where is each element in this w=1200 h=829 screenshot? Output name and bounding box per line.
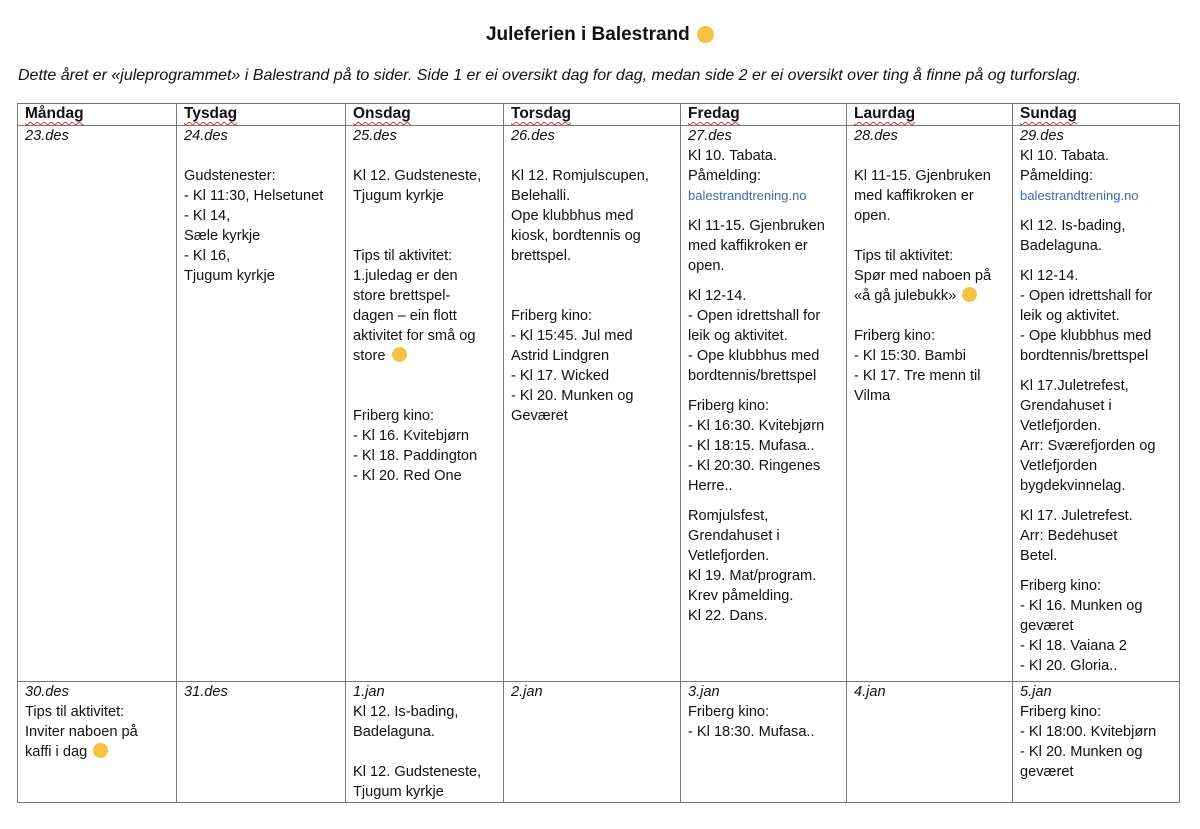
cell-line: Kl 12-14. <box>688 288 747 304</box>
smiling-face-icon <box>962 287 977 302</box>
day-header-thursday: Torsdag <box>504 104 681 126</box>
cell-line: Geværet <box>511 408 568 424</box>
cell-line: - Kl 17. Wicked <box>511 368 610 384</box>
balestrandtrening-link[interactable]: balestrandtrening.no <box>688 188 807 203</box>
cell-line: - Kl 20. Munken og <box>1020 744 1143 760</box>
cell-line: - Kl 16. Kvitebjørn <box>353 428 469 444</box>
cell-date: 28.des <box>854 128 898 144</box>
cell-line: - Kl 11:30, Helsetunet <box>184 188 324 204</box>
cell-date: 29.des <box>1020 128 1064 144</box>
cell-27-des <box>681 126 847 682</box>
smiling-face-icon <box>392 347 407 362</box>
cell-line: Kl 11-15. Gjenbruken <box>854 168 991 184</box>
cell-line: Vilma <box>854 388 891 404</box>
cell-line: bordtennis/brettspel <box>688 368 817 384</box>
cell-line: - Open idrettshall for <box>688 308 821 324</box>
week-row-2 <box>18 682 1180 803</box>
cell-line: open. <box>854 208 891 224</box>
cell-date: 30.des <box>25 684 69 700</box>
cell-line: Kl 12. Is-bading, <box>353 704 459 720</box>
cell-line: Astrid Lindgren <box>511 348 610 364</box>
cell-line: bordtennis/brettspel <box>1020 348 1149 364</box>
cell-line: - Kl 20:30. Ringenes <box>688 458 821 474</box>
cell-25-des <box>346 126 504 682</box>
balestrandtrening-link[interactable]: balestrandtrening.no <box>1020 188 1139 203</box>
cell-line: bygdekvinnelag. <box>1020 478 1126 494</box>
cell-line: Sæle kyrkje <box>184 228 261 244</box>
smiling-face-icon <box>697 26 714 43</box>
cell-date: 23.des <box>25 128 69 144</box>
cell-line-with-emoji <box>854 286 1008 306</box>
cell-line: - Kl 18:30. Mufasa.. <box>688 724 815 740</box>
cell-date: 3.jan <box>688 684 720 700</box>
cell-28-des <box>847 126 1013 682</box>
cell-line: Badelaguna. <box>1020 238 1102 254</box>
cell-line-text: kaffi i dag <box>25 744 88 760</box>
cell-line: dagen – ein flott <box>353 308 457 324</box>
day-header-monday: Måndag <box>18 104 177 126</box>
cell-31-des <box>177 682 346 803</box>
cell-line: - Kl 20. Gloria.. <box>1020 658 1118 674</box>
cell-5-jan <box>1013 682 1180 803</box>
cell-line: Kl 17.Juletrefest, <box>1020 378 1129 394</box>
page-title: Juleferien i Balestrand <box>0 24 1200 46</box>
cell-24-des <box>177 126 346 682</box>
day-header-friday: Fredag <box>681 104 847 126</box>
cell-line: Inviter naboen på <box>25 724 138 740</box>
cell-date: 25.des <box>353 128 397 144</box>
cell-date: 2.jan <box>511 684 543 700</box>
cell-line: Kl 11-15. Gjenbruken <box>688 218 825 234</box>
day-header-tuesday: Tysdag <box>177 104 346 126</box>
cell-line: leik og aktivitet. <box>1020 308 1120 324</box>
cell-line: Vetlefjorden. <box>688 548 770 564</box>
day-header-saturday: Laurdag <box>847 104 1013 126</box>
cell-line: Vetlefjorden <box>1020 458 1098 474</box>
cell-line: Grendahuset i <box>1020 398 1112 414</box>
cell-date: 5.jan <box>1020 684 1052 700</box>
cell-line: Kl 10. Tabata. <box>1020 148 1109 164</box>
cell-line: Friberg kino: <box>1020 578 1102 594</box>
cell-line: Vetlefjorden. <box>1020 418 1102 434</box>
cell-line: - Kl 15:30. Bambi <box>854 348 966 364</box>
cell-3-jan <box>681 682 847 803</box>
cell-line: store brettspel- <box>353 288 451 304</box>
cell-line: 1.juledag er den <box>353 268 458 284</box>
cell-line: - Open idrettshall for <box>1020 288 1153 304</box>
cell-line: Arr: Bedehuset <box>1020 528 1118 544</box>
cell-date: 1.jan <box>353 684 385 700</box>
calendar-table <box>17 103 1180 803</box>
intro-text: Dette året er «juleprogrammet» i Balestrand på to sider. Side 1 er ei oversikt dag for dag, medan side 2 er ei oversikt over ting å finne på og turforslag. <box>18 67 1082 84</box>
cell-line: - Kl 16, <box>184 248 231 264</box>
cell-date: 31.des <box>184 684 228 700</box>
cell-line: - Ope klubbhus med <box>688 348 820 364</box>
cell-line: Kl 17. Juletrefest. <box>1020 508 1133 524</box>
smiling-face-icon <box>93 743 108 758</box>
cell-line: Friberg kino: <box>353 408 435 424</box>
cell-line: geværet <box>1020 618 1074 634</box>
cell-date: 4.jan <box>854 684 886 700</box>
cell-line: Betel. <box>1020 548 1058 564</box>
cell-line: Gudstenester: <box>184 168 276 184</box>
cell-line: Friberg kino: <box>854 328 936 344</box>
cell-line: Kl 12. Gudsteneste, <box>353 764 482 780</box>
day-header-wednesday: Onsdag <box>346 104 504 126</box>
cell-line: Krev påmelding. <box>688 588 794 604</box>
header-row <box>18 104 1180 126</box>
cell-line: Friberg kino: <box>688 704 770 720</box>
cell-line: aktivitet for små og <box>353 328 476 344</box>
cell-line: - Kl 14, <box>184 208 231 224</box>
cell-30-des <box>18 682 177 803</box>
cell-date: 26.des <box>511 128 555 144</box>
cell-line: - Kl 20. Red One <box>353 468 462 484</box>
cell-line: Badelaguna. <box>353 724 435 740</box>
cell-line-text: «å gå julebukk» <box>854 288 957 304</box>
cell-line: - Kl 18:00. Kvitebjørn <box>1020 724 1157 740</box>
cell-line: med kaffikroken er <box>688 238 808 254</box>
cell-line: Friberg kino: <box>688 398 770 414</box>
cell-1-jan <box>346 682 504 803</box>
cell-line: leik og aktivitet. <box>688 328 788 344</box>
cell-date: 27.des <box>688 128 732 144</box>
cell-line: - Kl 15:45. Jul med <box>511 328 633 344</box>
week-row-1 <box>18 126 1180 682</box>
cell-line: - Ope klubbhus med <box>1020 328 1152 344</box>
cell-line: Kl 10. Tabata. <box>688 148 777 164</box>
cell-line: Kl 22. Dans. <box>688 608 768 624</box>
cell-line: - Kl 16. Munken og <box>1020 598 1143 614</box>
cell-29-des <box>1013 126 1180 682</box>
cell-line-with-emoji <box>25 742 172 762</box>
cell-line: Kl 12. Gudsteneste, <box>353 168 482 184</box>
cell-line: Påmelding: <box>688 168 762 184</box>
cell-line: Grendahuset i <box>688 528 780 544</box>
cell-line: Kl 12. Is-bading, <box>1020 218 1126 234</box>
cell-line: Friberg kino: <box>1020 704 1102 720</box>
cell-line: - Kl 18. Paddington <box>353 448 478 464</box>
cell-line: Ope klubbhus med <box>511 208 634 224</box>
cell-line: Tjugum kyrkje <box>353 784 444 800</box>
cell-line: Tjugum kyrkje <box>353 188 444 204</box>
cell-line: Kl 19. Mat/program. <box>688 568 817 584</box>
cell-line: Friberg kino: <box>511 308 593 324</box>
cell-line: kiosk, bordtennis og <box>511 228 641 244</box>
cell-line: open. <box>688 258 725 274</box>
cell-line: Belehalli. <box>511 188 571 204</box>
cell-line: Herre.. <box>688 478 733 494</box>
cell-line-with-emoji <box>353 346 499 366</box>
cell-26-des <box>504 126 681 682</box>
cell-line: Påmelding: <box>1020 168 1094 184</box>
cell-4-jan <box>847 682 1013 803</box>
cell-line: Tjugum kyrkje <box>184 268 275 284</box>
cell-line: - Kl 17. Tre menn til <box>854 368 981 384</box>
cell-line: - Kl 18:15. Mufasa.. <box>688 438 815 454</box>
cell-line: - Kl 18. Vaiana 2 <box>1020 638 1127 654</box>
cell-line: Arr: Sværefjorden og <box>1020 438 1156 454</box>
cell-2-jan <box>504 682 681 803</box>
cell-line: Tips til aktivitet: <box>25 704 125 720</box>
day-header-sunday: Sundag <box>1013 104 1180 126</box>
cell-line: Spør med naboen på <box>854 268 992 284</box>
cell-date: 24.des <box>184 128 228 144</box>
cell-line-text: store <box>353 348 386 364</box>
cell-23-des <box>18 126 177 682</box>
cell-line: Tips til aktivitet: <box>353 248 453 264</box>
cell-line: Tips til aktivitet: <box>854 248 954 264</box>
cell-line: geværet <box>1020 764 1074 780</box>
cell-line: - Kl 16:30. Kvitebjørn <box>688 418 825 434</box>
cell-line: med kaffikroken er <box>854 188 974 204</box>
cell-line: - Kl 20. Munken og <box>511 388 634 404</box>
cell-line: brettspel. <box>511 248 572 264</box>
cell-line: Romjulsfest, <box>688 508 769 524</box>
cell-line: Kl 12. Romjulscupen, <box>511 168 649 184</box>
cell-line: Kl 12-14. <box>1020 268 1079 284</box>
